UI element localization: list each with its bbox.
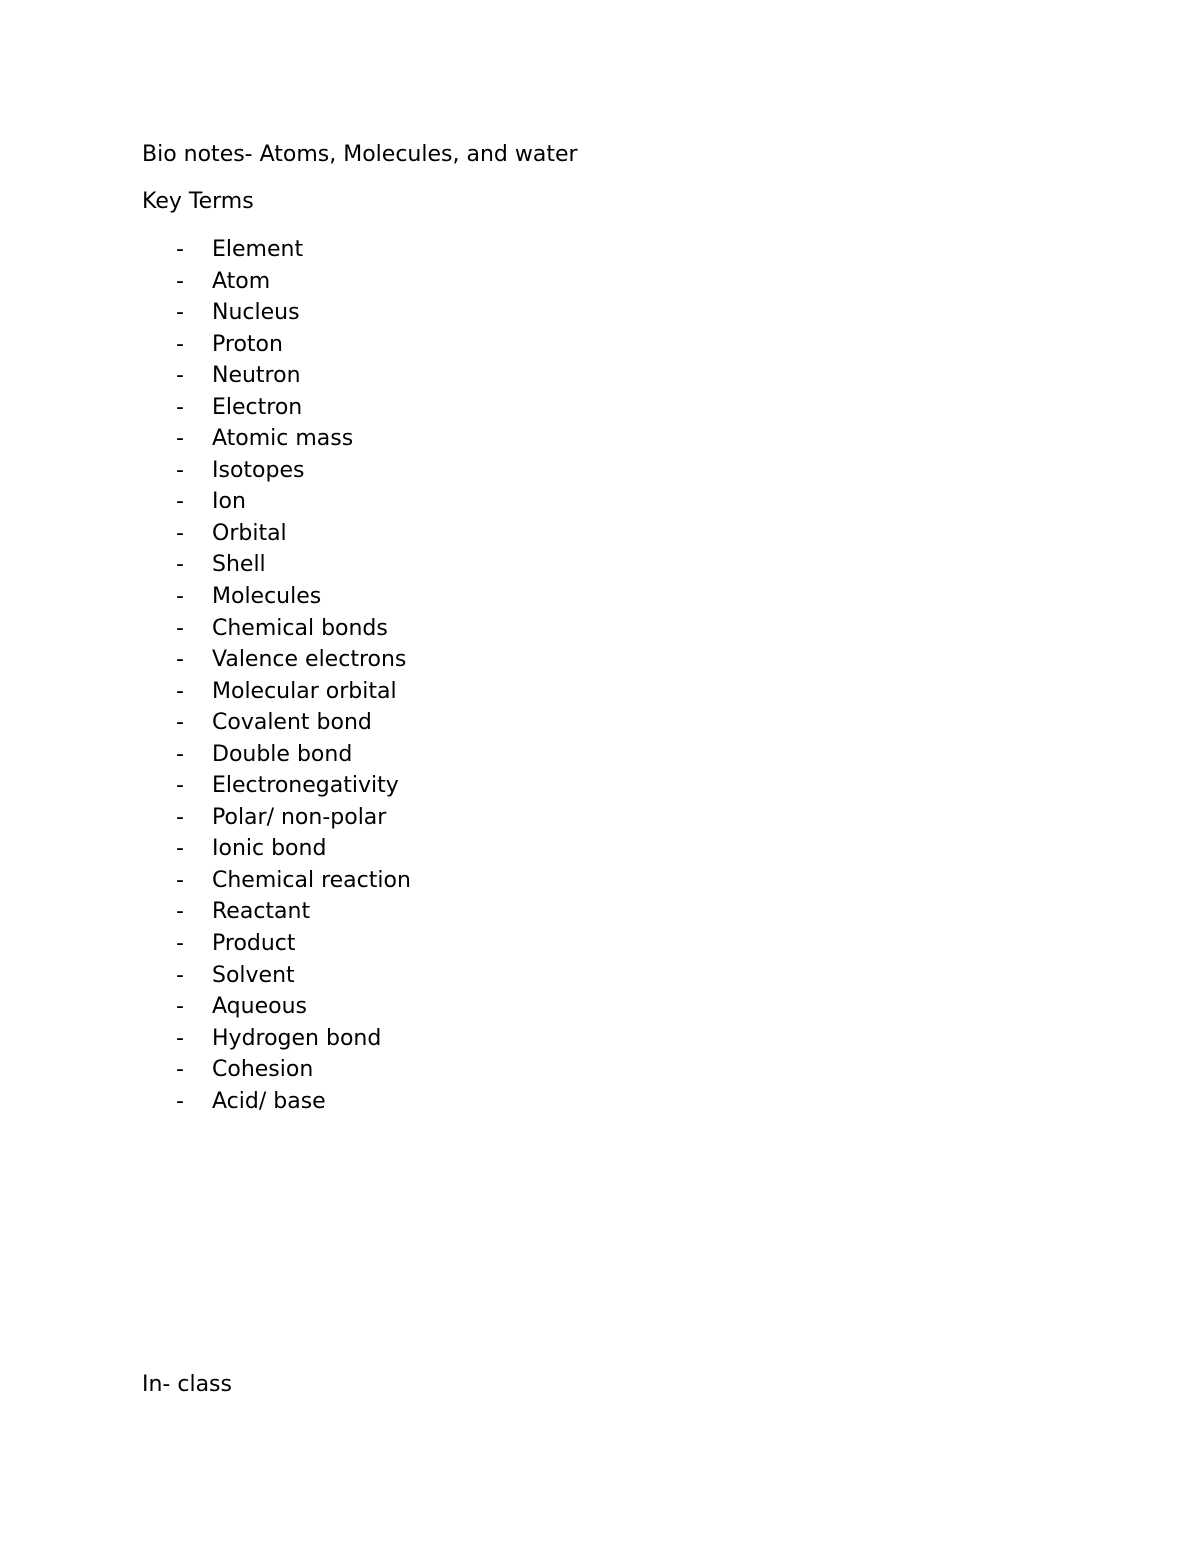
bullet-dash: - (176, 1088, 184, 1114)
key-terms-heading: Key Terms (142, 189, 254, 214)
bullet-dash: - (176, 710, 184, 736)
key-term-label: Cohesion (212, 1057, 314, 1083)
key-term-label: Chemical reaction (212, 867, 411, 893)
key-term-label: Orbital (212, 520, 287, 546)
bullet-dash: - (176, 237, 184, 262)
bullet-dash: - (176, 489, 184, 515)
key-term-label: Electron (212, 394, 303, 420)
key-term-label: Acid/ base (212, 1088, 326, 1114)
key-term-label: Neutron (212, 363, 301, 389)
bullet-dash: - (176, 615, 184, 641)
bullet-dash: - (176, 300, 184, 326)
bullet-dash: - (176, 363, 184, 389)
bullet-dash: - (176, 552, 184, 578)
key-term-label: Proton (212, 331, 283, 357)
bullet-dash: - (176, 394, 184, 420)
bullet-dash: - (176, 1057, 184, 1083)
key-term-label: Atom (212, 268, 271, 294)
key-term-label: Ionic bond (212, 836, 327, 862)
key-term-label: Product (212, 931, 296, 957)
bullet-dash: - (176, 457, 184, 483)
key-term-label: Molecules (212, 584, 322, 610)
key-term-label: Reactant (212, 899, 311, 925)
bullet-dash: - (176, 931, 184, 957)
key-term-label: Aqueous (212, 994, 307, 1020)
key-term-label: Covalent bond (212, 710, 372, 736)
bullet-dash: - (176, 994, 184, 1020)
key-term-label: Double bond (212, 741, 353, 767)
bullet-dash: - (176, 331, 184, 357)
key-term-label: Chemical bonds (212, 615, 388, 641)
document-title: Bio notes- Atoms, Molecules, and water (142, 142, 578, 167)
bullet-dash: - (176, 804, 184, 830)
key-term-label: Valence electrons (212, 647, 407, 673)
bullet-dash: - (176, 836, 184, 862)
bullet-dash: - (176, 520, 184, 546)
key-term-label: Ion (212, 489, 246, 515)
key-term-label: Element (212, 237, 304, 262)
bullet-dash: - (176, 773, 184, 799)
bullet-dash: - (176, 584, 184, 610)
key-term-label: Electronegativity (212, 773, 399, 799)
bullet-dash: - (176, 741, 184, 767)
bullet-dash: - (176, 678, 184, 704)
bullet-dash: - (176, 962, 184, 988)
bullet-dash: - (176, 647, 184, 673)
key-term-label: Isotopes (212, 457, 305, 483)
key-term-label: Polar/ non-polar (212, 804, 387, 830)
key-term-label: Solvent (212, 962, 295, 988)
bullet-dash: - (176, 426, 184, 452)
bullet-dash: - (176, 1025, 184, 1051)
bullet-dash: - (176, 899, 184, 925)
key-term-label: Molecular orbital (212, 678, 397, 704)
key-term-label: Shell (212, 552, 266, 578)
in-class-heading: In- class (142, 1372, 232, 1397)
bullet-dash: - (176, 867, 184, 893)
key-term-label: Nucleus (212, 300, 300, 326)
bullet-dash: - (176, 268, 184, 294)
key-term-label: Hydrogen bond (212, 1025, 382, 1051)
key-term-label: Atomic mass (212, 426, 354, 452)
